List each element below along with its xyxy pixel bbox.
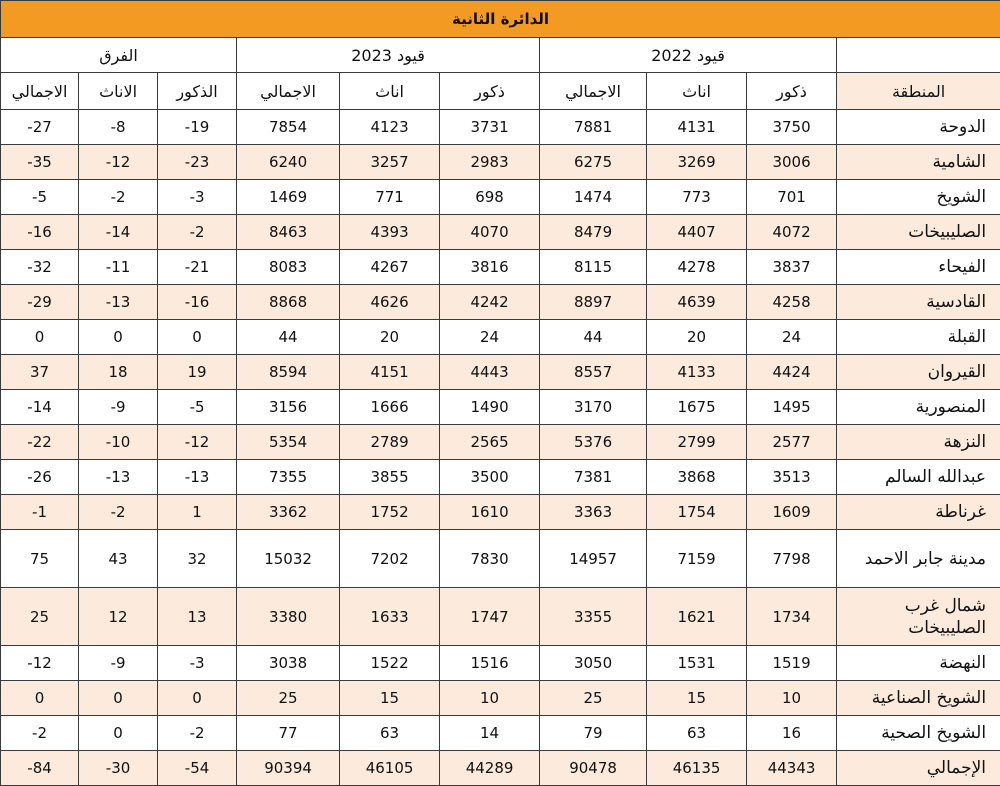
column-header-males-diff: الذكور [158,73,237,110]
cell-males-diff: 5- [158,390,237,425]
cell-females-2023: 4626 [340,285,440,320]
cell-females-2023: 20 [340,320,440,355]
total-females-2023: 46105 [340,751,440,786]
group-header-2023: قيود 2023 [237,38,540,73]
cell-males-2022: 10 [747,681,837,716]
cell-males-2022: 1609 [747,495,837,530]
cell-females-diff: 13- [79,460,158,495]
cell-region: غرناطة [837,495,1000,530]
cell-total-2023: 15032 [237,530,340,588]
cell-females-2023: 1633 [340,588,440,646]
cell-females-2022: 1675 [647,390,747,425]
cell-total-2022: 8897 [540,285,647,320]
cell-females-2023: 3855 [340,460,440,495]
cell-females-diff: 12- [79,145,158,180]
cell-males-2022: 1495 [747,390,837,425]
table-title: الدائرة الثانية [1,1,1000,38]
cell-total-diff: 12- [1,646,79,681]
total-region: الإجمالي [837,751,1000,786]
cell-region: الفيحاء [837,250,1000,285]
cell-females-2022: 2799 [647,425,747,460]
cell-females-2022: 773 [647,180,747,215]
cell-males-2023: 4070 [440,215,540,250]
column-header-males-2022: ذكور [747,73,837,110]
cell-females-2022: 4278 [647,250,747,285]
cell-region: القادسية [837,285,1000,320]
table-row [1,145,1000,180]
cell-total-2023: 6240 [237,145,340,180]
group-header-diff: الفرق [1,38,237,73]
cell-males-2022: 1519 [747,646,837,681]
cell-total-diff: 1- [1,495,79,530]
total-total-2022: 90478 [540,751,647,786]
cell-males-2022: 4424 [747,355,837,390]
cell-males-2022: 2577 [747,425,837,460]
table-row [1,530,1000,588]
cell-total-2022: 6275 [540,145,647,180]
total-females-2022: 46135 [647,751,747,786]
cell-region: الشامية [837,145,1000,180]
cell-males-diff: 3- [158,180,237,215]
cell-males-diff: 0 [158,681,237,716]
cell-total-2022: 14957 [540,530,647,588]
cell-males-2022: 16 [747,716,837,751]
cell-males-2022: 4072 [747,215,837,250]
cell-total-2022: 7381 [540,460,647,495]
cell-females-2023: 4151 [340,355,440,390]
cell-females-diff: 0 [79,320,158,355]
cell-total-2023: 25 [237,681,340,716]
cell-males-2022: 3750 [747,110,837,145]
total-males-diff: 54- [158,751,237,786]
cell-total-2023: 3380 [237,588,340,646]
cell-females-2023: 15 [340,681,440,716]
total-total-2023: 90394 [237,751,340,786]
cell-females-2022: 63 [647,716,747,751]
cell-females-2023: 1752 [340,495,440,530]
column-header-total-2023: الاجمالي [237,73,340,110]
cell-total-2023: 3362 [237,495,340,530]
cell-females-2023: 1666 [340,390,440,425]
cell-region: المنصورية [837,390,1000,425]
table-row [1,495,1000,530]
cell-females-2022: 7159 [647,530,747,588]
cell-males-diff: 3- [158,646,237,681]
cell-females-2022: 4131 [647,110,747,145]
cell-females-diff: 0 [79,681,158,716]
table-row [1,285,1000,320]
cell-total-2023: 7355 [237,460,340,495]
table-row [1,425,1000,460]
table-row [1,355,1000,390]
cell-total-2023: 5354 [237,425,340,460]
cell-males-diff: 19- [158,110,237,145]
cell-females-2022: 4133 [647,355,747,390]
cell-total-2022: 5376 [540,425,647,460]
table-row [1,716,1000,751]
cell-females-2023: 4267 [340,250,440,285]
cell-total-diff: 14- [1,390,79,425]
table-row [1,390,1000,425]
table-row [1,460,1000,495]
cell-males-diff: 0 [158,320,237,355]
cell-total-2022: 25 [540,681,647,716]
cell-males-2023: 1490 [440,390,540,425]
cell-females-diff: 43 [79,530,158,588]
cell-total-diff: 0 [1,320,79,355]
cell-total-2023: 7854 [237,110,340,145]
cell-total-diff: 37 [1,355,79,390]
cell-region: الشويخ [837,180,1000,215]
cell-males-2022: 701 [747,180,837,215]
cell-males-2023: 3731 [440,110,540,145]
cell-males-diff: 13- [158,460,237,495]
total-males-2022: 44343 [747,751,837,786]
cell-total-2022: 8479 [540,215,647,250]
cell-females-2022: 1531 [647,646,747,681]
cell-males-diff: 19 [158,355,237,390]
cell-males-2023: 1610 [440,495,540,530]
cell-females-diff: 12 [79,588,158,646]
cell-total-diff: 75 [1,530,79,588]
cell-total-2022: 1474 [540,180,647,215]
cell-total-diff: 5- [1,180,79,215]
cell-region: عبدالله السالم [837,460,1000,495]
cell-males-diff: 16- [158,285,237,320]
cell-females-2022: 4407 [647,215,747,250]
cell-females-2022: 3269 [647,145,747,180]
table-row [1,180,1000,215]
column-header-total-diff: الاجمالي [1,73,79,110]
cell-males-diff: 2- [158,716,237,751]
cell-total-2022: 8557 [540,355,647,390]
cell-total-2023: 3038 [237,646,340,681]
cell-males-2022: 3513 [747,460,837,495]
cell-total-2022: 44 [540,320,647,355]
column-header-females-2022: اناث [647,73,747,110]
cell-total-2023: 1469 [237,180,340,215]
cell-region: الشويخ الصحية [837,716,1000,751]
cell-total-2022: 3363 [540,495,647,530]
cell-females-diff: 9- [79,646,158,681]
cell-total-2022: 7881 [540,110,647,145]
cell-region: الصليبيخات [837,215,1000,250]
cell-males-2022: 1734 [747,588,837,646]
total-females-diff: 30- [79,751,158,786]
cell-males-2023: 1516 [440,646,540,681]
cell-males-diff: 1 [158,495,237,530]
table-row [1,588,1000,646]
cell-region: شمال غرب الصليبيخات [837,588,1000,646]
cell-total-diff: 27- [1,110,79,145]
cell-total-2023: 77 [237,716,340,751]
cell-total-2023: 8594 [237,355,340,390]
cell-females-diff: 11- [79,250,158,285]
cell-females-2023: 4123 [340,110,440,145]
cell-females-2023: 2789 [340,425,440,460]
table-row [1,646,1000,681]
cell-females-diff: 14- [79,215,158,250]
cell-males-2022: 24 [747,320,837,355]
cell-males-2023: 3816 [440,250,540,285]
cell-total-diff: 22- [1,425,79,460]
column-header-total-2022: الاجمالي [540,73,647,110]
total-row [1,751,1000,786]
cell-males-2023: 10 [440,681,540,716]
cell-females-2023: 1522 [340,646,440,681]
cell-females-2023: 4393 [340,215,440,250]
cell-region: مدينة جابر الاحمد [837,530,1000,588]
cell-males-2023: 7830 [440,530,540,588]
cell-total-2022: 3355 [540,588,647,646]
cell-total-2023: 44 [237,320,340,355]
table-row [1,320,1000,355]
cell-females-2023: 7202 [340,530,440,588]
cell-females-diff: 10- [79,425,158,460]
column-header-females-diff: الاناث [79,73,158,110]
cell-females-diff: 9- [79,390,158,425]
cell-females-2022: 3868 [647,460,747,495]
cell-females-2022: 1621 [647,588,747,646]
column-header-region: المنطقة [837,73,1000,110]
cell-males-2022: 3837 [747,250,837,285]
cell-total-2023: 3156 [237,390,340,425]
cell-females-2023: 63 [340,716,440,751]
cell-females-2022: 20 [647,320,747,355]
cell-males-2023: 3500 [440,460,540,495]
cell-total-2023: 8463 [237,215,340,250]
cell-total-2022: 79 [540,716,647,751]
cell-total-2022: 3050 [540,646,647,681]
cell-total-diff: 29- [1,285,79,320]
cell-region: القيروان [837,355,1000,390]
cell-females-diff: 2- [79,495,158,530]
cell-total-diff: 16- [1,215,79,250]
table-row [1,110,1000,145]
cell-males-2023: 4242 [440,285,540,320]
cell-males-2022: 4258 [747,285,837,320]
cell-males-2022: 3006 [747,145,837,180]
group-header-2022: قيود 2022 [540,38,837,73]
cell-males-diff: 12- [158,425,237,460]
cell-males-2022: 7798 [747,530,837,588]
cell-females-diff: 13- [79,285,158,320]
cell-females-2022: 1754 [647,495,747,530]
cell-region: الدوحة [837,110,1000,145]
cell-total-2022: 8115 [540,250,647,285]
cell-total-diff: 26- [1,460,79,495]
table-row [1,250,1000,285]
total-total-diff: 84- [1,751,79,786]
cell-males-2023: 698 [440,180,540,215]
cell-males-diff: 13 [158,588,237,646]
cell-females-diff: 8- [79,110,158,145]
cell-region: القبلة [837,320,1000,355]
column-header-females-2023: اناث [340,73,440,110]
cell-region: الشويخ الصناعية [837,681,1000,716]
cell-females-2022: 4639 [647,285,747,320]
cell-males-2023: 24 [440,320,540,355]
cell-males-diff: 2- [158,215,237,250]
cell-total-diff: 32- [1,250,79,285]
cell-females-diff: 2- [79,180,158,215]
cell-males-diff: 21- [158,250,237,285]
cell-total-diff: 35- [1,145,79,180]
table-row [1,681,1000,716]
cell-males-2023: 1747 [440,588,540,646]
cell-males-2023: 2565 [440,425,540,460]
cell-males-2023: 4443 [440,355,540,390]
cell-total-2023: 8083 [237,250,340,285]
cell-total-2023: 8868 [237,285,340,320]
table-row [1,215,1000,250]
cell-total-diff: 25 [1,588,79,646]
total-males-2023: 44289 [440,751,540,786]
cell-females-2023: 771 [340,180,440,215]
cell-females-diff: 0 [79,716,158,751]
cell-total-2022: 3170 [540,390,647,425]
cell-females-2022: 15 [647,681,747,716]
cell-total-diff: 2- [1,716,79,751]
cell-males-diff: 32 [158,530,237,588]
cell-males-2023: 14 [440,716,540,751]
cell-females-2023: 3257 [340,145,440,180]
cell-males-2023: 2983 [440,145,540,180]
cell-region: النهضة [837,646,1000,681]
cell-total-diff: 0 [1,681,79,716]
cell-males-diff: 23- [158,145,237,180]
cell-females-diff: 18 [79,355,158,390]
cell-region: النزهة [837,425,1000,460]
column-header-males-2023: ذكور [440,73,540,110]
